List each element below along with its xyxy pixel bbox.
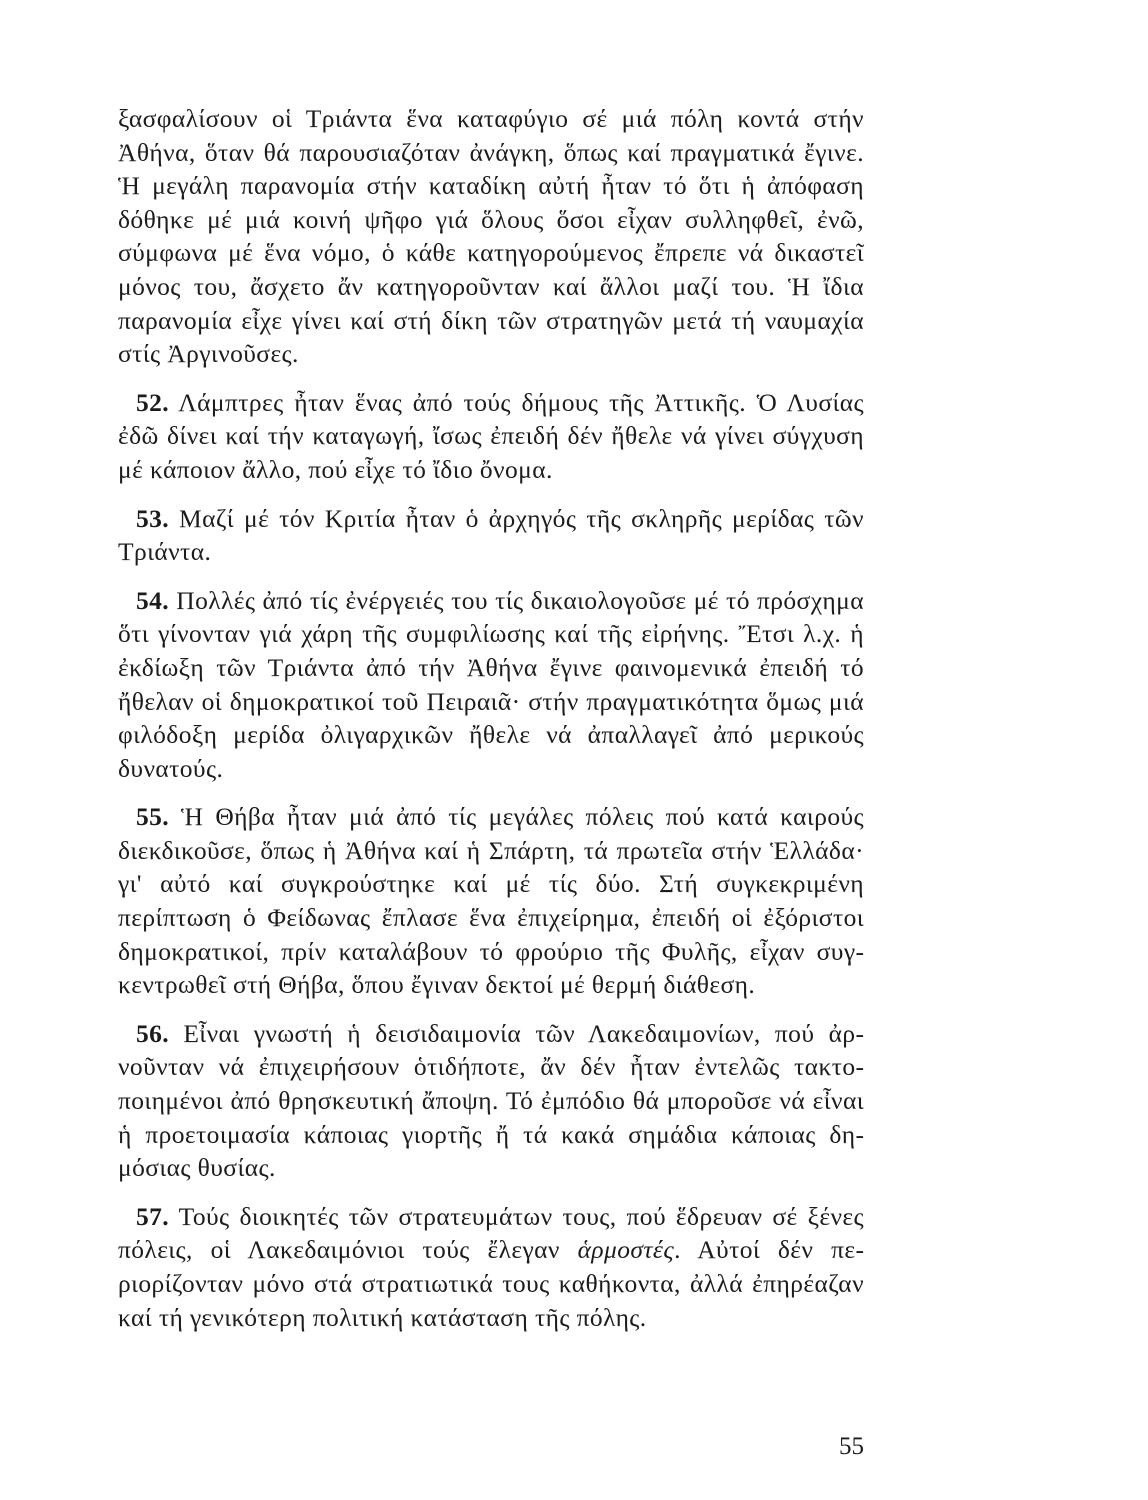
paragraph-text: ξασφαλίσουν οἱ Τριάντα ἕνα καταφύγιο σέ μιά πόλη κοντά στήν Ἀθήνα, ὅταν θά παρουσιαζόταν ἀνάγκη, ὅπως καί πραγματικά ἔγινε. Ἡ μεγάλη παρανομία στήν καταδίκη αὐτή ἦταν τό ὅτι ἡ ἀπόφαση δόθηκε μέ μιά κοινή ψῆφο γιά ὅλους ὅσοι εἶχαν συλληφθεῖ, ἐνῶ, σύμφωνα μέ ἕνα νόμο, ὁ κάθε κατηγορούμενος ἔπρεπε νά δικαστεῖ μόνος του, ἄσχετο ἄν κατηγοροῦνταν καί ἄλλοι μαζί του. Ἡ ἴδια παρανομία εἶχε γίνει καί στή δίκη τῶν στρατηγῶν μετά τή ναυμαχία στίς Ἀργινοῦσες. bbox=[118, 104, 864, 369]
note-54 bbox=[118, 584, 864, 786]
note-number: 57. bbox=[136, 1201, 170, 1231]
note-number: 56. bbox=[136, 1018, 170, 1048]
paragraph-text: Εἶναι γνωστή ἡ δεισιδαιμονία τῶν Λακεδαιμονίων, πού ἀρνοῦνταν νά ἐπιχειρήσουν ὁτιδήποτε, ἄν δέν ἦταν ἐντελῶς τακτοποιημένοι ἀπό θρησκευτική ἄποψη. Τό ἐμπόδιο θά μποροῦσε νά εἶναι ἡ προετοιμασία κάποιας γιορτῆς ἤ τά κακά σημάδια κάποιας δημόσιας θυσίας. bbox=[118, 1018, 864, 1183]
paragraph-text-before: Τούς διοικητές τῶν στρατευμάτων τους, πού ἕδρευαν σέ ξένες πόλεις, οἱ Λακεδαιμόνιοι τούς ἔλεγαν bbox=[118, 1201, 864, 1265]
paragraph-text: Πολλές ἀπό τίς ἐνέργειές του τίς δικαιολογοῦσε μέ τό πρόσχημα ὅτι γίνονταν γιά χάρη τῆς συμφιλίωσης καί τῆς εἰρήνης. Ἔτσι λ.χ. ἡ ἐκδίωξη τῶν Τριάντα ἀπό τήν Ἀθήνα ἔγινε φαινομενικά ἐπειδή τό ἤθελαν οἱ δημοκρατικοί τοῦ Πειραιᾶ· στήν πραγματικότητα ὅμως μιά φιλόδοξη μερίδα ὀλιγαρχικῶν ἤθελε νά ἀπαλλαγεῖ ἀπό μερικούς δυνατούς. bbox=[118, 585, 864, 783]
paragraph-text: Λάμπτρες ἦταν ἕνας ἀπό τούς δήμους τῆς Ἀττικῆς. Ὁ Λυσίας ἐδῶ δίνει καί τήν καταγωγή, ἴσως ἐπειδή δέν ἤθελε νά γίνει σύγχυση μέ κάποιον ἄλλο, πού εἶχε τό ἴδιο ὄνομα. bbox=[118, 387, 864, 484]
note-number: 55. bbox=[136, 802, 170, 832]
paragraph-text: Μαζί μέ τόν Κριτία ἦταν ὁ ἀρχηγός τῆς σκληρῆς μερίδας τῶν Τριάντα. bbox=[118, 503, 864, 567]
note-55 bbox=[118, 800, 864, 1002]
note-53 bbox=[118, 502, 864, 569]
paragraph-text-after: . Αὐτοί δέν περιορίζονταν μόνο στά στρατιωτικά τους καθήκοντα, ἀλλά ἐπηρέαζαν καί τή γενικότερη πολιτική κατάσταση τῆς πόλης. bbox=[118, 1235, 864, 1332]
note-57 bbox=[118, 1200, 864, 1334]
notes-text-block bbox=[118, 102, 864, 1334]
paragraph-text: Ἡ Θήβα ἦταν μιά ἀπό τίς μεγάλες πόλεις πού κατά καιρούς διεκδικοῦσε, ὅπως ἡ Ἀθήνα καί ἡ Σπάρτη, τά πρωτεῖα στήν Ἑλλάδα· γι' αὐτό καί συγκρούστηκε καί μέ τίς δύο. Στή συγκεκριμένη περίπτωση ὁ Φείδωνας ἔπλασε ἕνα ἐπιχείρημα, ἐπειδή οἱ ἐξόριστοι δημοκρατικοί, πρίν καταλάβουν τό φρούριο τῆς Φυλῆς, εἶχαν συγκεντρωθεῖ στή Θήβα, ὅπου ἔγιναν δεκτοί μέ θερμή διάθεση. bbox=[118, 802, 864, 1000]
note-number: 52. bbox=[136, 387, 170, 417]
note-52 bbox=[118, 386, 864, 487]
note-number: 53. bbox=[136, 503, 170, 533]
note-number: 54. bbox=[136, 585, 170, 615]
continued-note-paragraph bbox=[118, 102, 864, 371]
note-56 bbox=[118, 1017, 864, 1185]
emphasized-term: ἁρμοστές bbox=[577, 1235, 675, 1265]
page-number: 55 bbox=[839, 1433, 864, 1460]
